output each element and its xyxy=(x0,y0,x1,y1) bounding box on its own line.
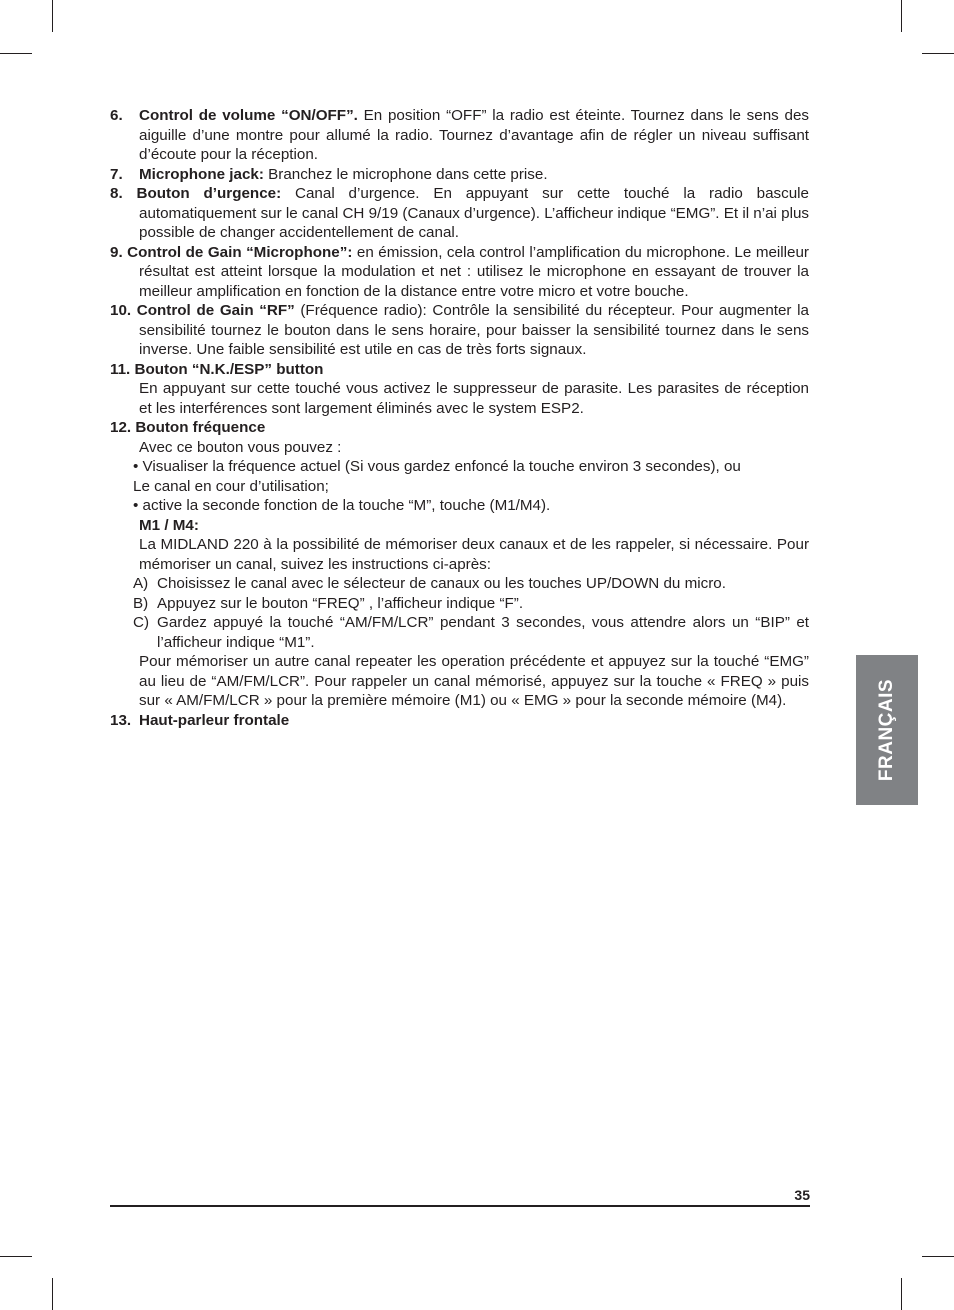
step-item xyxy=(110,594,809,614)
crop-mark xyxy=(52,1278,53,1310)
bullet-item: • active la seconde fonction de la touche “M”, touche (M1/M4). xyxy=(133,497,551,514)
item-text: Canal d’urgence. En appuyant sur cette touché la radio bascule automatiquement sur le canal CH 9/19 (Canaux d’urgence). L’afficheur indique “EMG”. Et il n’ai plus possible de changer accidentellement de canal. xyxy=(139,185,810,241)
item-intro: Avec ce bouton vous pouvez : xyxy=(139,438,342,456)
item-text: En position “OFF” la radio est éteinte. Tournez dans le sens des aiguille d’une montre pour allumé la radio. Tournez d’avantage afin de régler un niveau suffisant d’écoute pour la réception. xyxy=(139,107,809,163)
item-number: 7. xyxy=(110,165,123,183)
item-heading: Microphone jack: xyxy=(139,165,264,183)
crop-mark xyxy=(901,1278,902,1310)
item-9 xyxy=(110,243,809,302)
memory-recall-text: Pour mémoriser un autre canal repeater les operation précédente et appuyez sur la touché “EMG” au lieu de “AM/FM/LCR”. Pour rappeler un canal mémorisé, appuyez sur la touche « FREQ » puis sur « AM/FM/LCR » pour la première mémoire (M1) ou « EMG » pour la seconde mémoire (M4). xyxy=(139,653,809,709)
item-8 xyxy=(110,184,809,243)
step-text: Gardez appuyé la touché “AM/FM/LCR” pendant 3 secondes, vous attendre alors un “BIP” et l’afficheur indique “M1”. xyxy=(157,614,809,651)
step-letter: B) xyxy=(133,594,149,612)
step-letter: C) xyxy=(133,614,150,631)
manual-body xyxy=(110,106,809,730)
step-item xyxy=(110,574,809,594)
step-item xyxy=(110,613,809,652)
item-13 xyxy=(110,711,809,731)
item-number: 6. xyxy=(110,107,123,124)
crop-mark xyxy=(0,1256,32,1257)
item-12 xyxy=(110,418,809,711)
bullet-continuation: Le canal en cour d’utilisation; xyxy=(133,477,329,495)
step-text: Choisissez le canal avec le sélecteur de canaux ou les touches UP/DOWN du micro. xyxy=(157,575,726,592)
item-heading: Haut-parleur frontale xyxy=(139,711,290,729)
item-text: Branchez le microphone dans cette prise. xyxy=(263,165,548,183)
subheading: M1 / M4: xyxy=(139,516,199,534)
item-heading: Control de volume “ON/OFF”. xyxy=(139,107,358,124)
item-text: (Fréquence radio): Contrôle la sensibilité du récepteur. Pour augmenter la sensibilité tournez le bouton dans le sens horaire, pour baisser la sensibilité tournez dans le sens inverse. Une faible sensibilité est utile en cas de très forts signaux. xyxy=(139,302,809,358)
item-10 xyxy=(110,301,809,360)
memory-intro: La MIDLAND 220 à la possibilité de mémoriser deux canaux et de les rappeler, si nécessaire. Pour mémoriser un canal, suivez les instructions ci-après: xyxy=(139,536,809,573)
item-number: 13. xyxy=(110,711,132,729)
crop-mark xyxy=(922,53,954,54)
item-heading: 10. Control de Gain “RF” xyxy=(110,302,295,319)
step-text: Appuyez sur le bouton “FREQ” , l’afficheur indique “F”. xyxy=(157,594,524,612)
item-11 xyxy=(110,360,809,419)
crop-mark xyxy=(0,53,32,54)
crop-mark xyxy=(901,0,902,32)
crop-mark xyxy=(52,0,53,32)
item-6 xyxy=(110,106,809,165)
item-heading: 12. Bouton fréquence xyxy=(110,419,266,436)
item-heading: 8. Bouton d’urgence: xyxy=(110,185,282,202)
item-text: en émission, cela control l’amplification du microphone. Le meilleur résultat est atteint lorsque la modulation et net : utilisez le microphone en essayant de trouver la meilleur amplification en fonction de la distance entre votre micro et votre bouche. xyxy=(139,243,809,300)
footer-rule xyxy=(110,1205,810,1207)
item-text: En appuyant sur cette touché vous activez le suppresseur de parasite. Les parasites de réception et les interférences sont largement éliminés avec le system ESP2. xyxy=(139,380,809,417)
crop-mark xyxy=(922,1256,954,1257)
language-tab xyxy=(856,655,918,805)
bullet-item: • Visualiser la fréquence actuel (Si vous gardez enfoncé la touche environ 3 secondes), ou xyxy=(133,458,741,475)
item-heading: 9. Control de Gain “Microphone”: xyxy=(110,243,353,261)
item-7 xyxy=(110,165,809,185)
language-tab-label: FRANÇAIS xyxy=(876,678,897,782)
step-letter: A) xyxy=(133,575,149,592)
item-heading: 11. Bouton “N.K./ESP” button xyxy=(110,360,324,378)
page-number: 35 xyxy=(794,1187,810,1203)
